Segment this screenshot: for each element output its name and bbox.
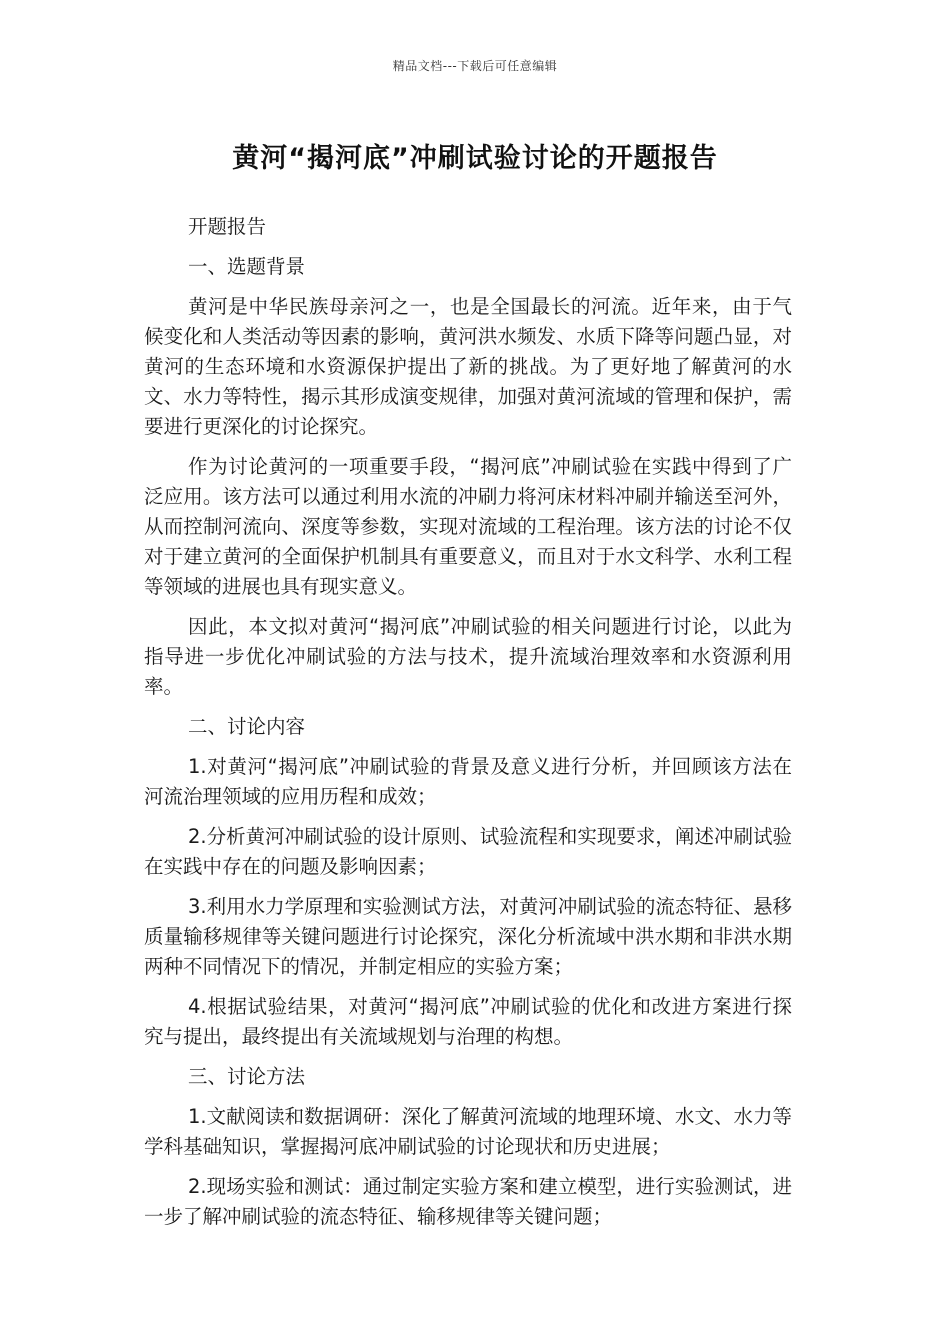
- document-body: [144, 212, 792, 1242]
- section-heading-background: 一、选题背景: [188, 255, 306, 278]
- list-item: 2.分析黄河冲刷试验的设计原则、试验流程和实现要求，阐述冲刷试验在实践中存在的问题及影响因素；: [144, 825, 792, 878]
- list-item: 1.对黄河“揭河底”冲刷试验的背景及意义进行分析，并回顾该方法在河流治理领域的应用历程和成效；: [144, 755, 792, 808]
- list-item: 3.利用水力学原理和实验测试方法，对黄河冲刷试验的流态特征、悬移质量输移规律等关键问题进行讨论探究，深化分析流域中洪水期和非洪水期两种不同情况下的情况，并制定相应的实验方案；: [144, 895, 792, 978]
- section-heading-content: 二、讨论内容: [188, 715, 306, 738]
- document-title: 黄河“揭河底”冲刷试验讨论的开题报告: [232, 143, 718, 174]
- paragraph: 黄河是中华民族母亲河之一，也是全国最长的河流。近年来，由于气候变化和人类活动等因素的影响，黄河洪水频发、水质下降等问题凸显，对黄河的生态环境和水资源保护提出了新的挑战。为了更好地了解黄河的水文、水力等特性，揭示其形成演变规律，加强对黄河流域的管理和保护，需要进行更深化的讨论探究。: [144, 295, 792, 438]
- list-item: 1.文献阅读和数据调研：深化了解黄河流域的地理环境、水文、水力等学科基础知识，掌握揭河底冲刷试验的讨论现状和历史进展；: [144, 1105, 792, 1158]
- list-item: 4.根据试验结果，对黄河“揭河底”冲刷试验的优化和改进方案进行探究与提出，最终提出有关流域规划与治理的构想。: [144, 995, 792, 1048]
- paragraph: 作为讨论黄河的一项重要手段，“揭河底”冲刷试验在实践中得到了广泛应用。该方法可以通过利用水流的冲刷力将河床材料冲刷并输送至河外，从而控制河流向、深度等参数，实现对流域的工程治理。该方法的讨论不仅对于建立黄河的全面保护机制具有重要意义，而且对于水文科学、水利工程等领域的进展也具有现实意义。: [144, 455, 792, 598]
- section-heading-methods: 三、讨论方法: [188, 1065, 306, 1088]
- page-header: 精品文档---下载后可任意编辑: [392, 59, 558, 73]
- list-item: 2.现场实验和测试：通过制定实验方案和建立模型，进行实验测试，进一步了解冲刷试验的流态特征、输移规律等关键问题；: [144, 1175, 792, 1228]
- paragraph: 因此，本文拟对黄河“揭河底”冲刷试验的相关问题进行讨论，以此为指导进一步优化冲刷试验的方法与技术，提升流域治理效率和水资源利用率。: [144, 615, 792, 698]
- report-label: 开题报告: [188, 215, 267, 238]
